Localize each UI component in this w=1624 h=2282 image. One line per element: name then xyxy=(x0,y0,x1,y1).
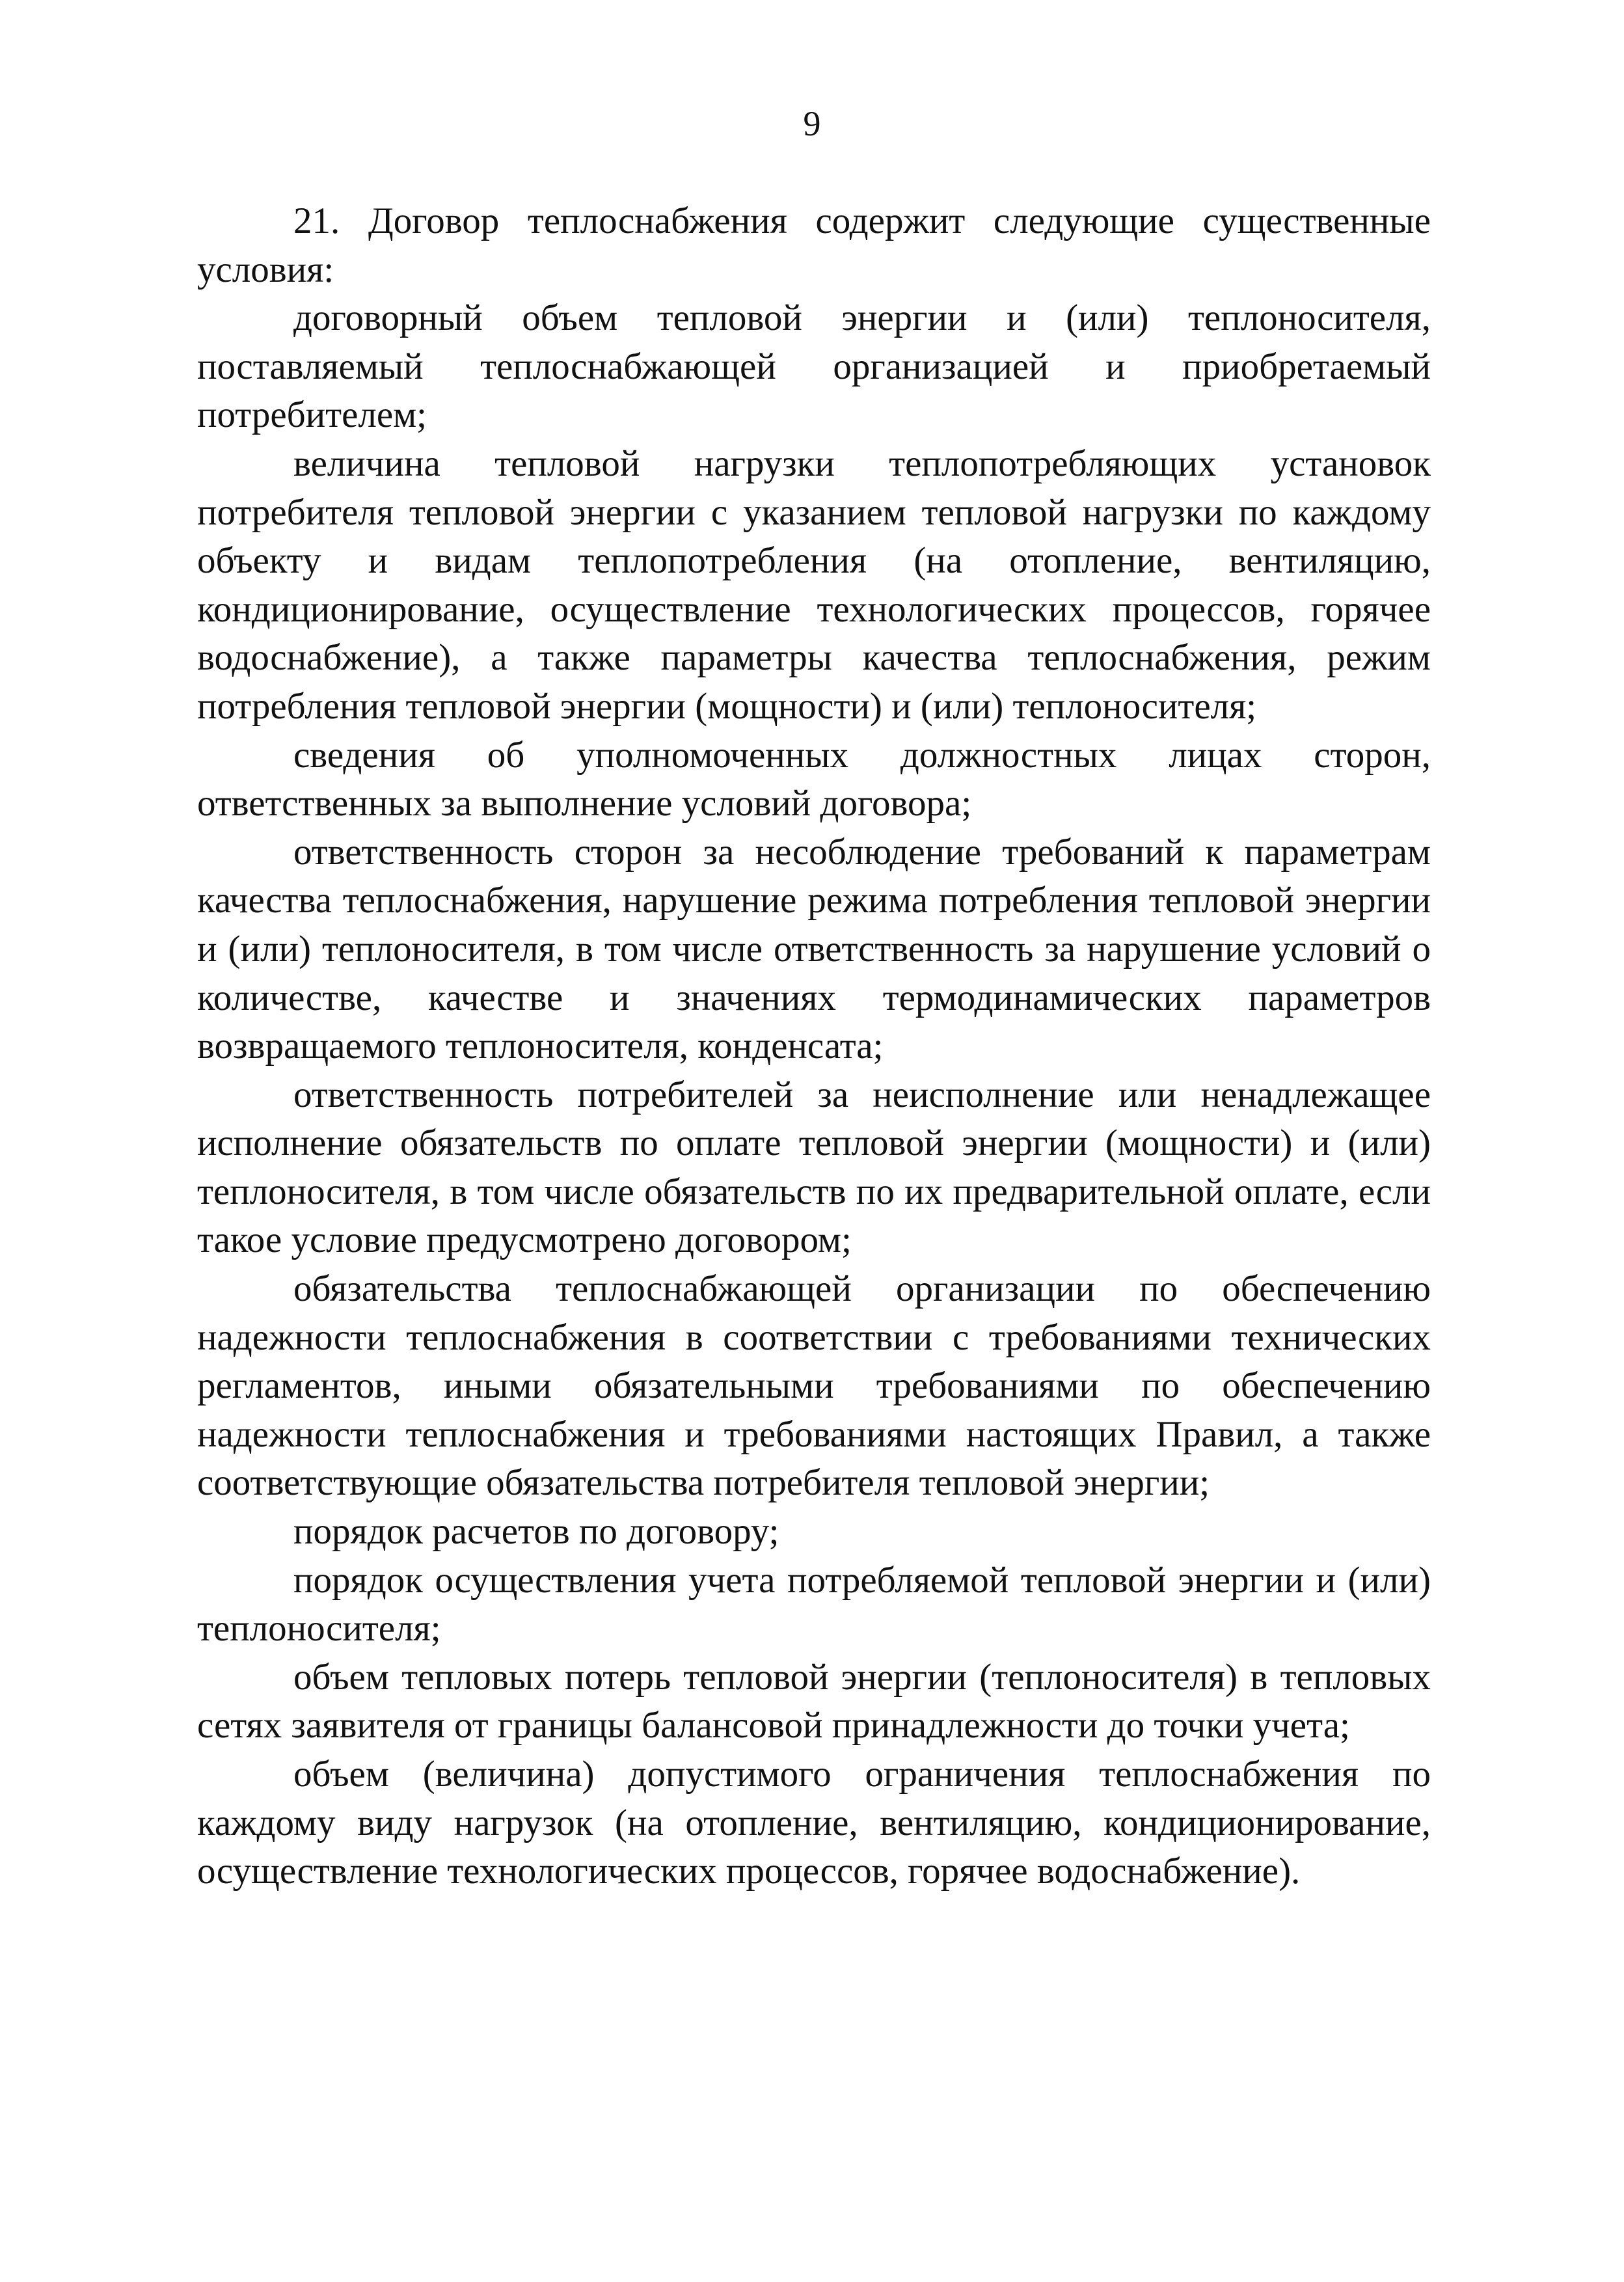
page-number: 9 xyxy=(803,104,821,143)
paragraph-clause-21: 21. Договор теплоснабжения содержит следующие существенные условия: xyxy=(197,200,1431,290)
paragraph-metering-procedure: порядок осуществления учета потребляемой тепловой энергии и (или) теплоносителя; xyxy=(197,1559,1431,1650)
paragraph-consumer-liability: ответственность потребителей за неисполнение или ненадлежащее исполнение обязательств по оплате тепловой энергии (мощности) и (или) теплоносителя, в том числе обязательств по их предварительной оплате, если такое условие предусмотрено договором; xyxy=(197,1074,1431,1261)
document-body xyxy=(197,197,1431,1896)
paragraph-thermal-load: величина тепловой нагрузки теплопотребляющих установок потребителя тепловой энергии с указанием тепловой нагрузки по каждому объекту и видам теплопотребления (на отопление, вентиляцию, кондиционирование, осуществление технологических процессов, горячее водоснабжение), а также параметры качества теплоснабжения, режим потребления тепловой энергии (мощности) и (или) теплоносителя; xyxy=(197,442,1431,727)
paragraph-reliability-obligations: обязательства теплоснабжающей организации по обеспечению надежности теплоснабжения в соответствии с требованиями технических регламентов, иными обязательными требованиями по обеспечению надежности теплоснабжения и требованиями настоящих Правил, а также соответствующие обязательства потребителя тепловой энергии; xyxy=(197,1268,1431,1504)
paragraph-supply-limitation: объем (величина) допустимого ограничения теплоснабжения по каждому виду нагрузок (на отопление, вентиляцию, кондиционирование, осуществление технологических процессов, горячее водоснабжение). xyxy=(197,1754,1431,1892)
paragraph-settlement-procedure: порядок расчетов по договору; xyxy=(293,1511,779,1553)
paragraph-parties-liability: ответственность сторон за несоблюдение требований к параметрам качества теплоснабжения, нарушение режима потребления тепловой энергии и (или) теплоносителя, в том числе ответственность за нарушение условий о количестве, качестве и значениях термодинамических параметров возвращаемого теплоносителя, конденсата; xyxy=(197,831,1431,1067)
paragraph-heat-losses: объем тепловых потерь тепловой энергии (теплоносителя) в тепловых сетях заявителя от границы балансовой принадлежности до точки учета; xyxy=(197,1656,1431,1746)
paragraph-authorized-persons: сведения об уполномоченных должностных лицах сторон, ответственных за выполнение условий договора; xyxy=(197,734,1431,824)
paragraph-contract-volume: договорный объем тепловой энергии и (или) теплоносителя, поставляемый теплоснабжающей организацией и приобретаемый потребителем; xyxy=(197,297,1431,436)
